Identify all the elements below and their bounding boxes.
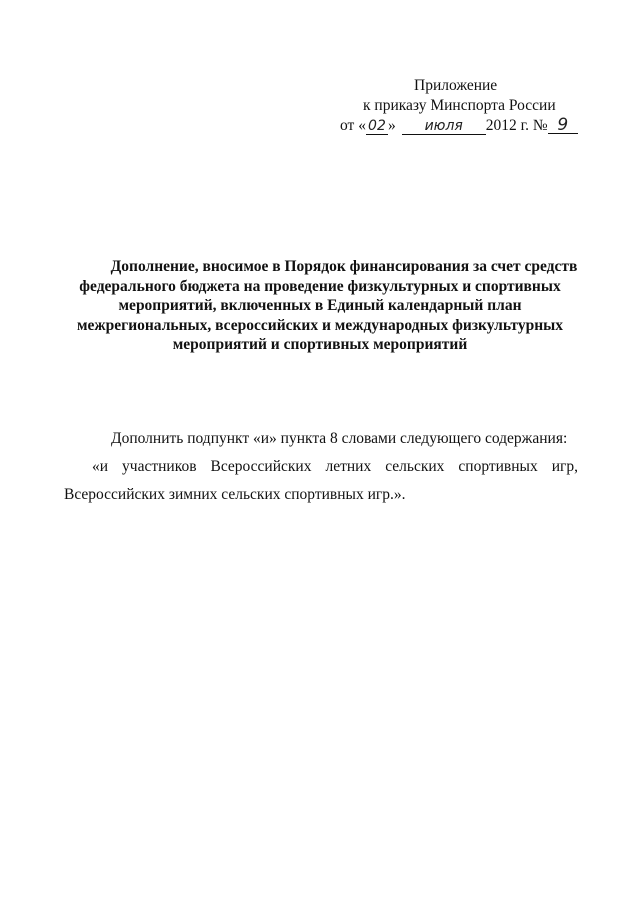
date-quote-close: » [387,117,396,134]
quote-word: игр, [551,458,578,475]
date-month-handwritten: июля [402,118,486,135]
quote-word: сельских [385,458,445,475]
body-paragraph-intro: Дополнить подпункт «и» пункта 8 словами следующего содержания: [111,430,568,447]
appendix-date-line [340,116,578,136]
body-paragraph-quote-line2: Всероссийских зимних сельских спортивных игр.». [64,486,406,503]
heading-line: межрегиональных, всероссийских и международных физкультурных [76,316,563,334]
document-heading [60,257,580,355]
quote-word: летних [325,458,372,475]
appendix-order-reference: к приказу Минспорта России [363,97,556,114]
quote-word: «и [92,458,109,475]
heading-line: мероприятий и спортивных мероприятий [172,336,468,353]
date-day-handwritten: 02 [366,118,388,135]
date-year: 2012 г. № [485,117,548,134]
quote-word: участников [122,458,197,475]
heading-line: федерального бюджета на проведение физкультурных и спортивных [79,277,561,295]
appendix-title: Приложение [414,77,498,94]
order-number-handwritten: 9 [548,117,578,134]
body-paragraph-quote-line1 [92,455,578,479]
heading-line: Дополнение, вносимое в Порядок финансирования за счет средств [110,258,578,275]
heading-line: мероприятий, включенных в Единый календарный план [118,297,522,314]
quote-word: Всероссийских [210,458,312,475]
quote-word: спортивных [458,458,538,475]
date-prefix: от « [340,117,366,134]
